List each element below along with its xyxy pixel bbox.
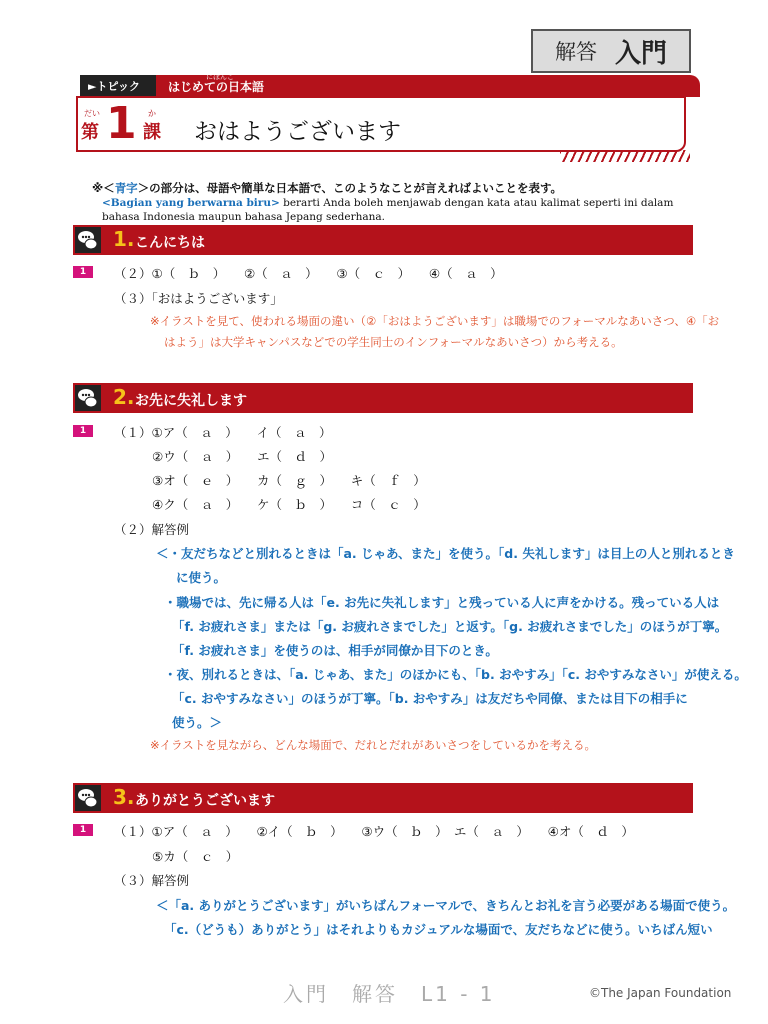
section-bar-2: [73, 383, 693, 413]
s1-note-red-1: ※イラストを見て、使われる場面の違い（②「おはようございます」は職場でのフォーマルなあいさつ、④「お: [150, 314, 720, 328]
s2-q1-line-3: ③オ（ ｅ ） カ（ ｇ ） キ（ ｆ ）: [152, 473, 426, 488]
lesson-dai: 第: [81, 122, 99, 143]
s2-blue-6: ・夜、別れるときは、「a. じゃあ、また」のほかにも、「b. おやすみ」「c. おやすみなさい」が使える。: [164, 667, 747, 682]
question-badge: 1: [73, 266, 93, 278]
s3-q1-line-1: （１）①ア（ ａ ） ②イ（ ｂ ） ③ウ（ ｂ ） エ（ ａ ） ④オ（ ｄ ）: [114, 824, 634, 839]
s2-blue-4: 「f. お疲れさま」または「g. お疲れさまでした」と返す。「g. お疲れさまでした」のほうが丁寧。: [172, 619, 728, 634]
speech-bubbles-icon: [75, 227, 101, 253]
lesson-ka: 課: [143, 122, 161, 143]
answer-level-box: [531, 29, 691, 73]
s2-q2-label: （２）解答例: [114, 522, 190, 537]
section-title: こんにちは: [135, 235, 205, 251]
s3-blue-2: 「c.（どうも）ありがとう」はそれよりもカジュアルな場面で、友だちなどに使う。いちばん短い: [164, 922, 713, 937]
indonesian-note-text: berarti Anda boleh menjawab dengan kata atau kalimat seperti ini dalam bahasa Indonesia maupun bahasa Jepang sederhana.: [102, 197, 674, 223]
answer-label: 解答: [554, 40, 597, 64]
section-number: 3.: [113, 785, 135, 809]
footer-copyright: ©The Japan Foundation: [589, 986, 732, 1000]
s3-blue-1: ＜「a. ありがとうございます」がいちばんフォーマルで、きちんとお礼を言う必要がある場面で使う。: [156, 898, 736, 913]
note-line: [92, 180, 562, 196]
dai-ruby: だい: [84, 109, 100, 118]
s2-q1-line-2: ②ウ（ ａ ） エ（ ｄ ）: [152, 449, 332, 464]
s3-q3-label: （３）解答例: [114, 873, 190, 888]
note-suffix: ＞の部分は、母語や簡単な日本語で、このようなことが言えればよいことを表す。: [137, 181, 563, 195]
lesson-title: おはようございます: [194, 119, 401, 145]
topic-tab-label: ►トピック: [80, 75, 156, 97]
note-blue-word: 青字: [114, 181, 138, 195]
speech-bubbles-icon: [75, 385, 101, 411]
lesson-number: 1: [106, 98, 137, 149]
section-title: ありがとうございます: [135, 793, 275, 809]
s3-q1-line-2: ⑤カ（ ｃ ）: [152, 849, 239, 864]
s1-q2-answers: （２）①（ ｂ ） ②（ ａ ） ③（ ｃ ） ④（ ａ ）: [114, 266, 503, 281]
topic-name: はじめての日本語: [156, 75, 700, 97]
ka-ruby: か: [148, 109, 156, 118]
s1-note-red-2: はよう」は大学キャンパスなどでの学生同士のインフォーマルなあいさつ）から考える。: [164, 335, 623, 349]
question-badge: 1: [73, 824, 93, 836]
s2-blue-5: 「f. お疲れさま」を使うのは、相手が同僚か目下のとき。: [172, 643, 498, 658]
lesson-stripes: [560, 150, 690, 162]
section-number: 2.: [113, 385, 135, 409]
s2-note-red: ※イラストを見ながら、どんな場面で、だれとだれがあいさつをしているかを考える。: [150, 738, 597, 752]
s1-q3-answer: （３）「おはようございます」: [114, 291, 283, 306]
topic-tab: [80, 75, 700, 97]
s2-q1-line-4: ④ク（ ａ ） ケ（ ｂ ） コ（ ｃ ）: [152, 497, 426, 512]
s2-blue-8: 使う。＞: [172, 715, 223, 730]
note-prefix: ※＜: [92, 181, 115, 195]
s2-q1-line-1: （１）①ア（ ａ ） イ（ ａ ）: [114, 425, 332, 440]
question-badge: 1: [73, 425, 93, 437]
s2-blue-7: 「c. おやすみなさい」のほうが丁寧。「b. おやすみ」は友だちや同僚、または目下の相手に: [172, 691, 688, 706]
footer-title: 入門 解答 L1 - 1: [283, 982, 496, 1006]
section-bar-1: [73, 225, 693, 255]
s2-blue-1: ＜・友だちなどと別れるときは「a. じゃあ、また」を使う。「d. 失礼します」は目上の人と別れるとき: [156, 546, 735, 561]
s2-blue-2: に使う。: [176, 570, 227, 585]
indonesian-note: [102, 196, 702, 224]
section-number: 1.: [113, 227, 135, 251]
speech-bubbles-icon: [75, 785, 101, 811]
section-title: お先に失礼します: [135, 393, 247, 409]
level-label: 入門: [614, 38, 667, 69]
topic-ruby: にほんご: [206, 73, 234, 81]
section-bar-3: [73, 783, 693, 813]
indonesian-note-blue: <Bagian yang berwarna biru>: [102, 197, 280, 209]
s2-blue-3: ・職場では、先に帰る人は「e. お先に失礼します」と残っている人に声をかける。残っている人は: [164, 595, 720, 610]
